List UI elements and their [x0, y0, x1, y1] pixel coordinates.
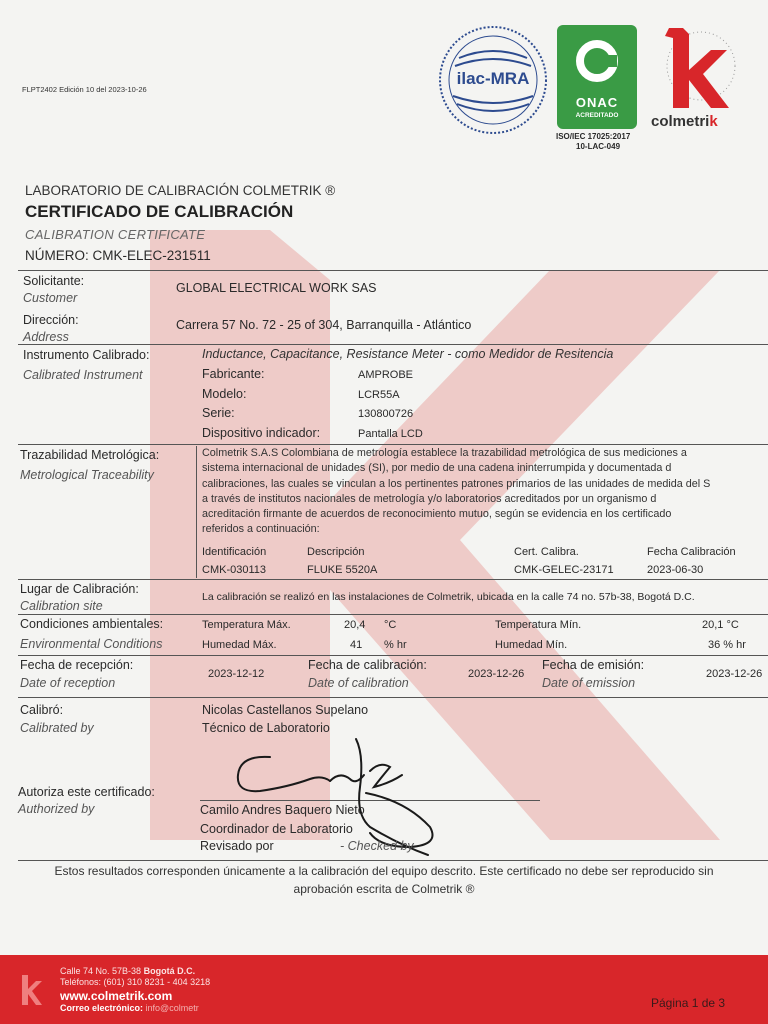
address-value: Carrera 57 No. 72 - 25 of 304, Barranquilla - Atlántico: [176, 318, 472, 332]
onac-ring-icon: [573, 37, 621, 85]
model-label: Modelo:: [202, 387, 247, 401]
disclaimer: Estos resultados corresponden únicamente a la calibración del equipo descrito. Este certificado no debe ser reproducido sin aprobación escrita de Colmetrik ®: [54, 864, 714, 896]
colmetrik-wordmark: colmetrik: [651, 113, 718, 130]
trace-row-date: 2023-06-30: [647, 564, 704, 576]
temp-min-label: Temperatura Mín.: [495, 619, 582, 631]
page-title: CERTIFICADO DE CALIBRACIÓN: [25, 202, 294, 221]
ilac-text: ilac-MRA: [456, 69, 530, 88]
emission-label: Fecha de emisión:: [542, 658, 645, 672]
calibrated-by-label-en: Calibrated by: [20, 721, 94, 735]
calibration-date-label-en: Date of calibration: [308, 676, 409, 690]
traceability-text: Colmetrik S.A.S Colombiana de metrología establece la trazabilidad metrológica de sus mediciones a sistema internacional de unidades (SI), por medio de una cadena ininterrumpida y documentada d calibraciones, las cuales se vinculan a los pertinentes patrones primarios de las unidades de medida del S a través de institutos nacionales de metrología y/o laboratorios acreditados por un organismo d acreditación firmante de acuerdos de reconocimiento mutuo, según se evidencia en los certificado referidos a continuación:: [202, 447, 711, 536]
calibrated-by-label: Calibró:: [20, 703, 64, 717]
hum-max-unit: % hr: [384, 639, 407, 651]
checked-by-label: Revisado por: [200, 839, 274, 853]
divider: [18, 270, 768, 271]
hum-min-label: Humedad Mín.: [495, 639, 568, 651]
emission-date: 2023-12-26: [706, 668, 763, 680]
temp-max-value: 20,4: [344, 619, 366, 631]
onac-norm: ISO/IEC 17025:2017: [556, 132, 631, 141]
trace-row-desc: FLUKE 5520A: [307, 564, 378, 576]
serial-value: 130800726: [358, 408, 414, 420]
conditions-label: Condiciones ambientales:: [20, 617, 164, 631]
divider: [18, 444, 768, 445]
calibrated-by-name: Nicolas Castellanos Supelano: [202, 703, 369, 717]
address-label-en: Address: [23, 330, 69, 344]
onac-sub: ACREDITADO: [575, 112, 619, 119]
temp-min-value: 20,1 °C: [702, 619, 739, 631]
site-label: Lugar de Calibración:: [20, 582, 139, 596]
page-number: Página 1 de 3: [651, 996, 726, 1010]
divider-vertical: [196, 446, 197, 578]
customer-label: Solicitante:: [23, 274, 85, 288]
conditions-label-en: Environmental Conditions: [20, 637, 163, 651]
footer-email: Correo electrónico: info@colmetr: [60, 1003, 199, 1013]
trace-header-desc: Descripción: [307, 546, 365, 558]
divider: [18, 344, 768, 345]
colmetrik-k-logo: [655, 22, 737, 114]
calibration-date-label: Fecha de calibración:: [308, 658, 427, 672]
checked-by-label-en: - Checked by: [340, 839, 414, 853]
customer-value: GLOBAL ELECTRICAL WORK SAS: [176, 281, 377, 295]
document-code: FLPT2402 Edición 10 del 2023-10-26: [22, 85, 147, 94]
divider: [18, 860, 768, 861]
hum-max-value: 41: [350, 639, 363, 651]
footer-address: Calle 74 No. 57B-38 Bogotá D.C.: [60, 966, 196, 976]
temp-max-unit: °C: [384, 619, 397, 631]
manufacturer-value: AMPROBE: [358, 369, 414, 381]
ilac-mra-logo: [437, 24, 549, 136]
traceability-label: Trazabilidad Metrológica:: [20, 448, 160, 462]
trace-row-cert: CMK-GELEC-23171: [514, 564, 614, 576]
page-subtitle: CALIBRATION CERTIFICATE: [25, 227, 206, 242]
divider: [18, 614, 768, 615]
traceability-label-en: Metrological Traceability: [20, 468, 154, 482]
footer-website[interactable]: www.colmetrik.com: [60, 989, 173, 1003]
calibrated-by-role: Técnico de Laboratorio: [202, 721, 330, 735]
address-label: Dirección:: [23, 313, 79, 327]
serial-label: Serie:: [202, 406, 235, 420]
footer-bar: [0, 955, 768, 1024]
temp-max-label: Temperatura Máx.: [202, 619, 291, 631]
divider: [18, 579, 768, 580]
footer-k-icon: [18, 973, 46, 1007]
trace-header-date: Fecha Calibración: [647, 546, 736, 558]
reception-label: Fecha de recepción:: [20, 658, 134, 672]
onac-name: ONAC: [575, 95, 619, 110]
emission-label-en: Date of emission: [542, 676, 636, 690]
manufacturer-label: Fabricante:: [202, 367, 265, 381]
authorized-role: Coordinador de Laboratorio: [200, 822, 353, 836]
calibration-date: 2023-12-26: [468, 668, 525, 680]
divider: [18, 697, 768, 698]
authorized-label-en: Authorized by: [18, 802, 95, 816]
hum-max-label: Humedad Máx.: [202, 639, 277, 651]
model-value: LCR55A: [358, 389, 400, 401]
reception-label-en: Date of reception: [20, 676, 116, 690]
divider: [18, 655, 768, 656]
customer-label-en: Customer: [23, 291, 78, 305]
footer-phones: Teléfonos: (601) 310 8231 - 404 3218: [60, 977, 211, 987]
instrument-label-en: Calibrated Instrument: [23, 368, 143, 382]
site-label-en: Calibration site: [20, 599, 103, 613]
onac-logo: [557, 25, 637, 129]
instrument-label: Instrumento Calibrado:: [23, 348, 150, 362]
trace-header-id: Identificación: [202, 546, 267, 558]
display-value: Pantalla LCD: [358, 428, 423, 440]
instrument-description: Inductance, Capacitance, Resistance Meter - como Medidor de Resitencia: [202, 347, 614, 361]
certificate-number: NÚMERO: CMK-ELEC-231511: [25, 248, 211, 263]
authorized-name: Camilo Andres Baquero Nieto: [200, 803, 365, 817]
hum-min-value: 36 % hr: [708, 639, 746, 651]
lab-name: LABORATORIO DE CALIBRACIÓN COLMETRIK ®: [25, 183, 336, 198]
authorized-label: Autoriza este certificado:: [18, 785, 155, 799]
trace-row-id: CMK-030113: [202, 564, 266, 576]
display-label: Dispositivo indicador:: [202, 426, 321, 440]
reception-date: 2023-12-12: [208, 668, 265, 680]
site-value: La calibración se realizó en las instalaciones de Colmetrik, ubicada en la calle 74 no. 57b-38, Bogotá D.C.: [202, 591, 695, 603]
trace-header-cert: Cert. Calibra.: [514, 546, 579, 558]
onac-code: 10-LAC-049: [576, 142, 621, 151]
